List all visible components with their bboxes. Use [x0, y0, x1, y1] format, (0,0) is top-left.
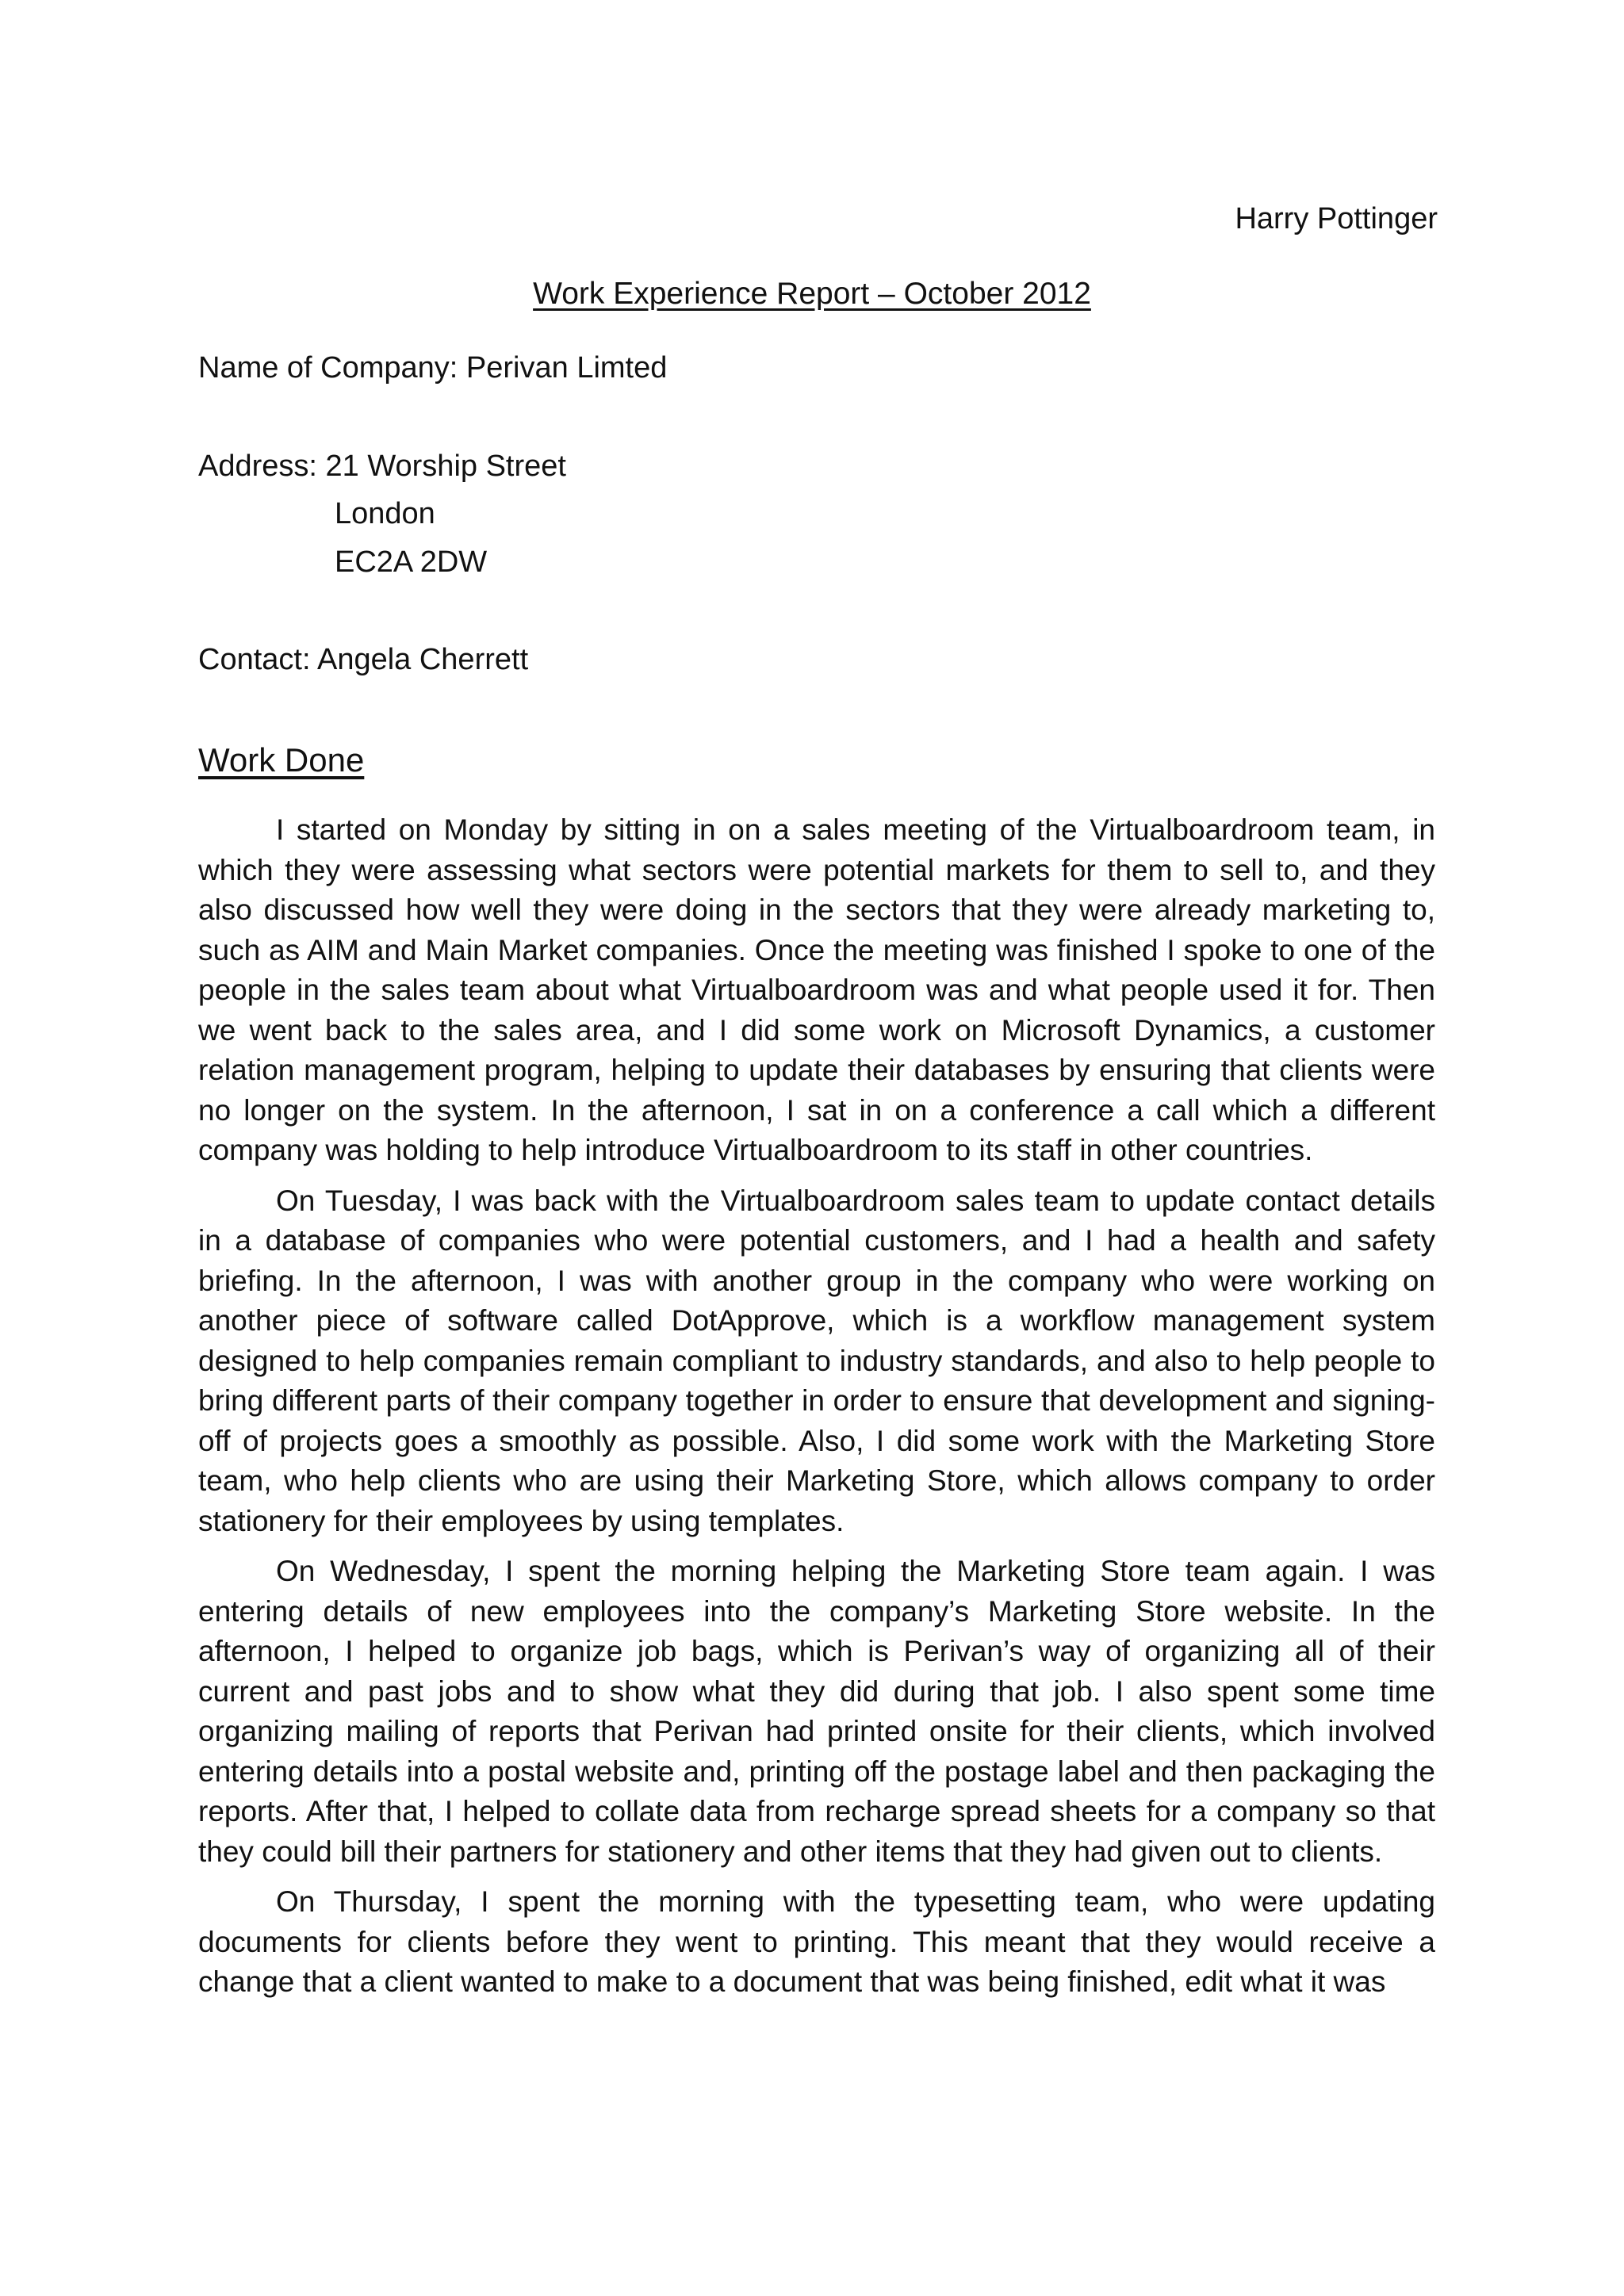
address-line-2: London	[335, 497, 435, 530]
paragraph-thursday: On Thursday, I spent the morning with the typesetting team, who were updating documents for clients before they went to printing. This meant that they would receive a change that a client wanted to make to a document that was being finished, edit what it was	[198, 1885, 1435, 1998]
address-line-3: EC2A 2DW	[335, 545, 488, 579]
work-done-body	[198, 810, 1435, 2013]
report-title: Work Experience Report – October 2012	[533, 277, 1091, 311]
contact-line: Contact: Angela Cherrett	[198, 643, 529, 676]
paragraph-monday: I started on Monday by sitting in on a sales meeting of the Virtualboardroom team, in which they were assessing what sectors were potential markets for them to sell to, and they also discussed how well they were doing in the sectors that they were already marketing to, such as AIM and Main Market companies. Once the meeting was finished I spoke to one of the people in the sales team about what Virtualboardroom was and what people used it for. Then we went back to the sales area, and I did some work on Microsoft Dynamics, a customer relation management program, helping to update their databases by ensuring that clients were no longer on the system. In the afternoon, I sat in on a conference a call which a different company was holding to help introduce Virtualboardroom to its staff in other countries.	[198, 813, 1435, 1166]
company-name-line: Name of Company: Perivan Limted	[198, 351, 668, 385]
section-heading-work-done: Work Done	[198, 741, 365, 779]
paragraph-wednesday: On Wednesday, I spent the morning helping the Marketing Store team again. I was entering details of new employees into the company’s Marketing Store website. In the afternoon, I helped to organize job bags, which is Perivan’s way of organizing all of their current and past jobs and to show what they did during that job. I also spent some time organizing mailing of reports that Perivan had printed onsite for their clients, which involved entering details into a postal website and, printing off the postage label and then packaging the reports. After that, I helped to collate data from recharge spread sheets for a company so that they could bill their partners for stationery and other items that they had given out to clients.	[198, 1555, 1435, 1868]
author-name: Harry Pottinger	[1235, 202, 1438, 235]
address-line-1: Address: 21 Worship Street	[198, 450, 566, 483]
paragraph-tuesday: On Tuesday, I was back with the Virtualboardroom sales team to update contact details in a database of companies who were potential customers, and I had a health and safety briefing. In the afternoon, I was with another group in the company who were working on another piece of software called DotApprove, which is a workflow management system designed to help companies remain compliant to industry standards, and also to help people to bring different parts of their company together in order to ensure that development and signing-off of projects goes a smoothly as possible. Also, I did some work with the Marketing Store team, who help clients who are using their Marketing Store, which allows company to order stationery for their employees by using templates.	[198, 1184, 1435, 1537]
